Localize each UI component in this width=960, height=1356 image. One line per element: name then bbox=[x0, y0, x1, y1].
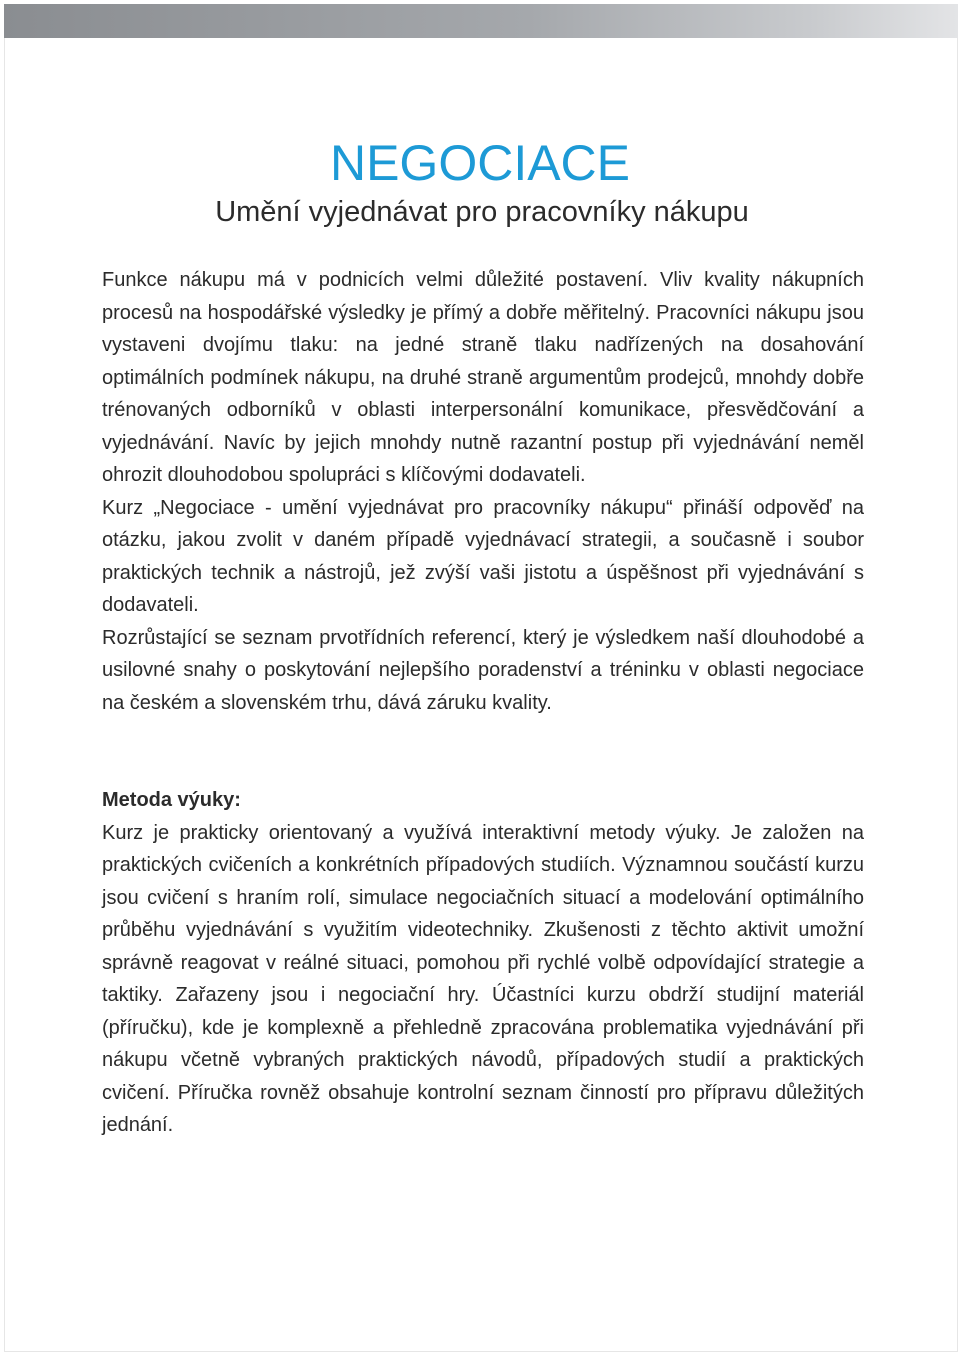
document-subtitle: Umění vyjednávat pro pracovníky nákupu bbox=[215, 196, 749, 228]
header-band bbox=[4, 4, 958, 38]
course-paragraph: Kurz „Negociace - umění vyjednávat pro pracovníky nákupu“ přináší odpověď na otázku, jakou zvolit v daném případě vyjednávací strategii, a současně i soubor praktických technik a nástrojů, jež zvýší vaši jistotu a úspěšnost při vyjednávání s dodavateli. bbox=[102, 496, 864, 616]
intro-paragraph: Funkce nákupu má v podnicích velmi důležité postavení. Vliv kvality nákupních procesů na hospodářské výsledky je přímý a dobře měřitelný. Pracovníci nákupu jsou vystaveni dvojímu tlaku: na jedné straně tlaku nadřízených na dosahování optimálních podmínek nákupu, na druhé straně argumentům prodejců, mnohdy dobře trénovaných odborníků v oblasti interpersonální komunikace, přesvědčování a vyjednávání. Navíc by jejich mnohdy nutně razantní postup při vyjednávání neměl ohrozit dlouhodobou spolupráci s klíčovými dodavateli. bbox=[102, 269, 864, 486]
method-heading: Metoda výuky: bbox=[102, 789, 241, 811]
document-body bbox=[102, 264, 864, 1142]
document-title: NEGOCIACE bbox=[329, 135, 631, 191]
method-paragraph: Kurz je prakticky orientovaný a využívá interaktivní metody výuky. Je založen na praktických cvičeních a konkrétních případových studiích. Významnou součástí kurzu jsou cvičení s hraním rolí, simulace negociačních situací a modelování optimálního průběhu vyjednávání s využitím videotechniky. Zkušenosti z těchto aktivit umožní správně reagovat v reálné situaci, pomohou při rychlé volbě odpovídající strategie a taktiky. Zařazeny jsou i negociační hry. Účastníci kurzu obdrží studijní materiál (příručku), kde je komplexně a přehledně zpracována problematika vyjednávání při nákupu včetně vybraných praktických návodů, případových studií a praktických cvičení. Příručka rovněž obsahuje kontrolní seznam činností pro přípravu důležitých jednání. bbox=[102, 821, 864, 1136]
references-paragraph: Rozrůstající se seznam prvotřídních referencí, který je výsledkem naší dlouhodobé a usilovné snahy o poskytování nejlepšího poradenství a tréninku v oblasti negociace na českém a slovenském trhu, dává záruku kvality. bbox=[102, 626, 864, 714]
